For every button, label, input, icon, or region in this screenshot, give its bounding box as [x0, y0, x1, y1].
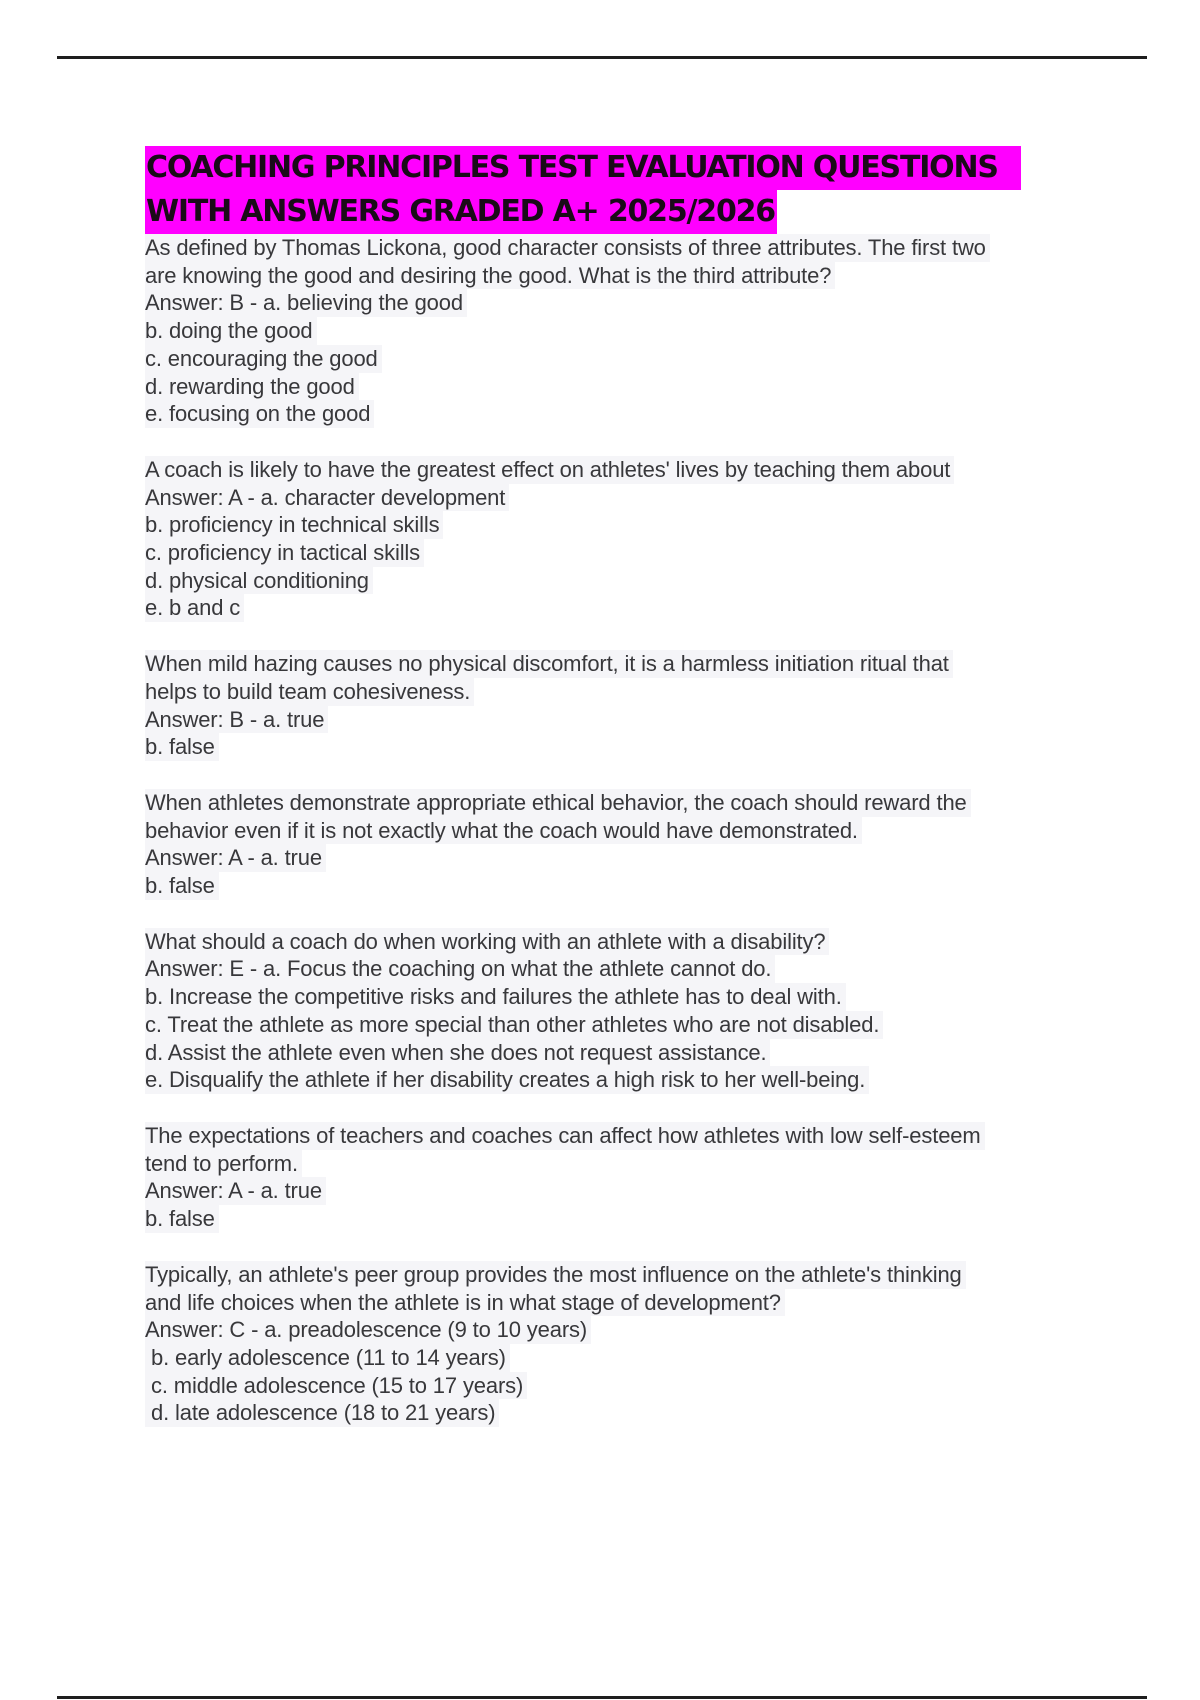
answer-line: Answer: C - a. preadolescence (9 to 10 years) [145, 1316, 591, 1344]
title-line-2: WITH ANSWERS GRADED A+ 2025/2026 [145, 190, 777, 234]
footer-rule [57, 1696, 1147, 1699]
option-item: b. false [145, 733, 219, 761]
question-stem: As defined by Thomas Lickona, good character consists of three attributes. The first two [145, 234, 990, 262]
answer-line: Answer: A - a. true [145, 1177, 326, 1205]
question-stem: The expectations of teachers and coaches can affect how athletes with low self-esteem [145, 1122, 985, 1150]
question-block [145, 650, 1095, 761]
option-item: e. focusing on the good [145, 400, 374, 428]
question-block [145, 1261, 1095, 1427]
option-item: b. proficiency in technical skills [145, 511, 443, 539]
question-block [145, 928, 1095, 1094]
question-stem: A coach is likely to have the greatest effect on athletes' lives by teaching them about [145, 456, 954, 484]
option-item: e. b and c [145, 594, 244, 622]
question-stem: When athletes demonstrate appropriate ethical behavior, the coach should reward the [145, 789, 971, 817]
option-item: b. Increase the competitive risks and failures the athlete has to deal with. [145, 983, 846, 1011]
option-item: b. early adolescence (11 to 14 years) [145, 1344, 510, 1372]
option-item: d. Assist the athlete even when she does not request assistance. [145, 1039, 770, 1067]
option-item: b. false [145, 872, 219, 900]
option-item: c. Treat the athlete as more special than other athletes who are not disabled. [145, 1011, 883, 1039]
question-block [145, 1122, 1095, 1233]
question-stem: Typically, an athlete's peer group provides the most influence on the athlete's thinking [145, 1261, 966, 1289]
header-rule [57, 56, 1147, 59]
option-item: c. proficiency in tactical skills [145, 539, 424, 567]
title-line-1: COACHING PRINCIPLES TEST EVALUATION QUESTIONS [145, 146, 1021, 190]
option-item: c. middle adolescence (15 to 17 years) [145, 1372, 527, 1400]
question-block [145, 456, 1095, 622]
option-item: b. doing the good [145, 317, 317, 345]
question-stem: are knowing the good and desiring the good. What is the third attribute? [145, 262, 835, 290]
answer-line: Answer: A - a. character development [145, 484, 509, 512]
answer-line: Answer: B - a. believing the good [145, 289, 467, 317]
question-block [145, 234, 1095, 428]
question-stem: tend to perform. [145, 1150, 302, 1178]
option-item: d. physical conditioning [145, 567, 373, 595]
question-stem: behavior even if it is not exactly what the coach would have demonstrated. [145, 817, 862, 845]
option-item: d. rewarding the good [145, 373, 359, 401]
document-title [145, 146, 1095, 234]
document-body [145, 146, 1095, 1427]
answer-line: Answer: E - a. Focus the coaching on what the athlete cannot do. [145, 955, 775, 983]
question-stem: helps to build team cohesiveness. [145, 678, 474, 706]
answer-line: Answer: A - a. true [145, 844, 326, 872]
option-item: b. false [145, 1205, 219, 1233]
option-item: d. late adolescence (18 to 21 years) [145, 1399, 499, 1427]
option-item: c. encouraging the good [145, 345, 382, 373]
question-stem: When mild hazing causes no physical discomfort, it is a harmless initiation ritual that [145, 650, 953, 678]
question-block [145, 789, 1095, 900]
option-item: e. Disqualify the athlete if her disability creates a high risk to her well-being. [145, 1066, 869, 1094]
answer-line: Answer: B - a. true [145, 706, 328, 734]
question-stem: and life choices when the athlete is in what stage of development? [145, 1289, 785, 1317]
question-stem: What should a coach do when working with an athlete with a disability? [145, 928, 829, 956]
